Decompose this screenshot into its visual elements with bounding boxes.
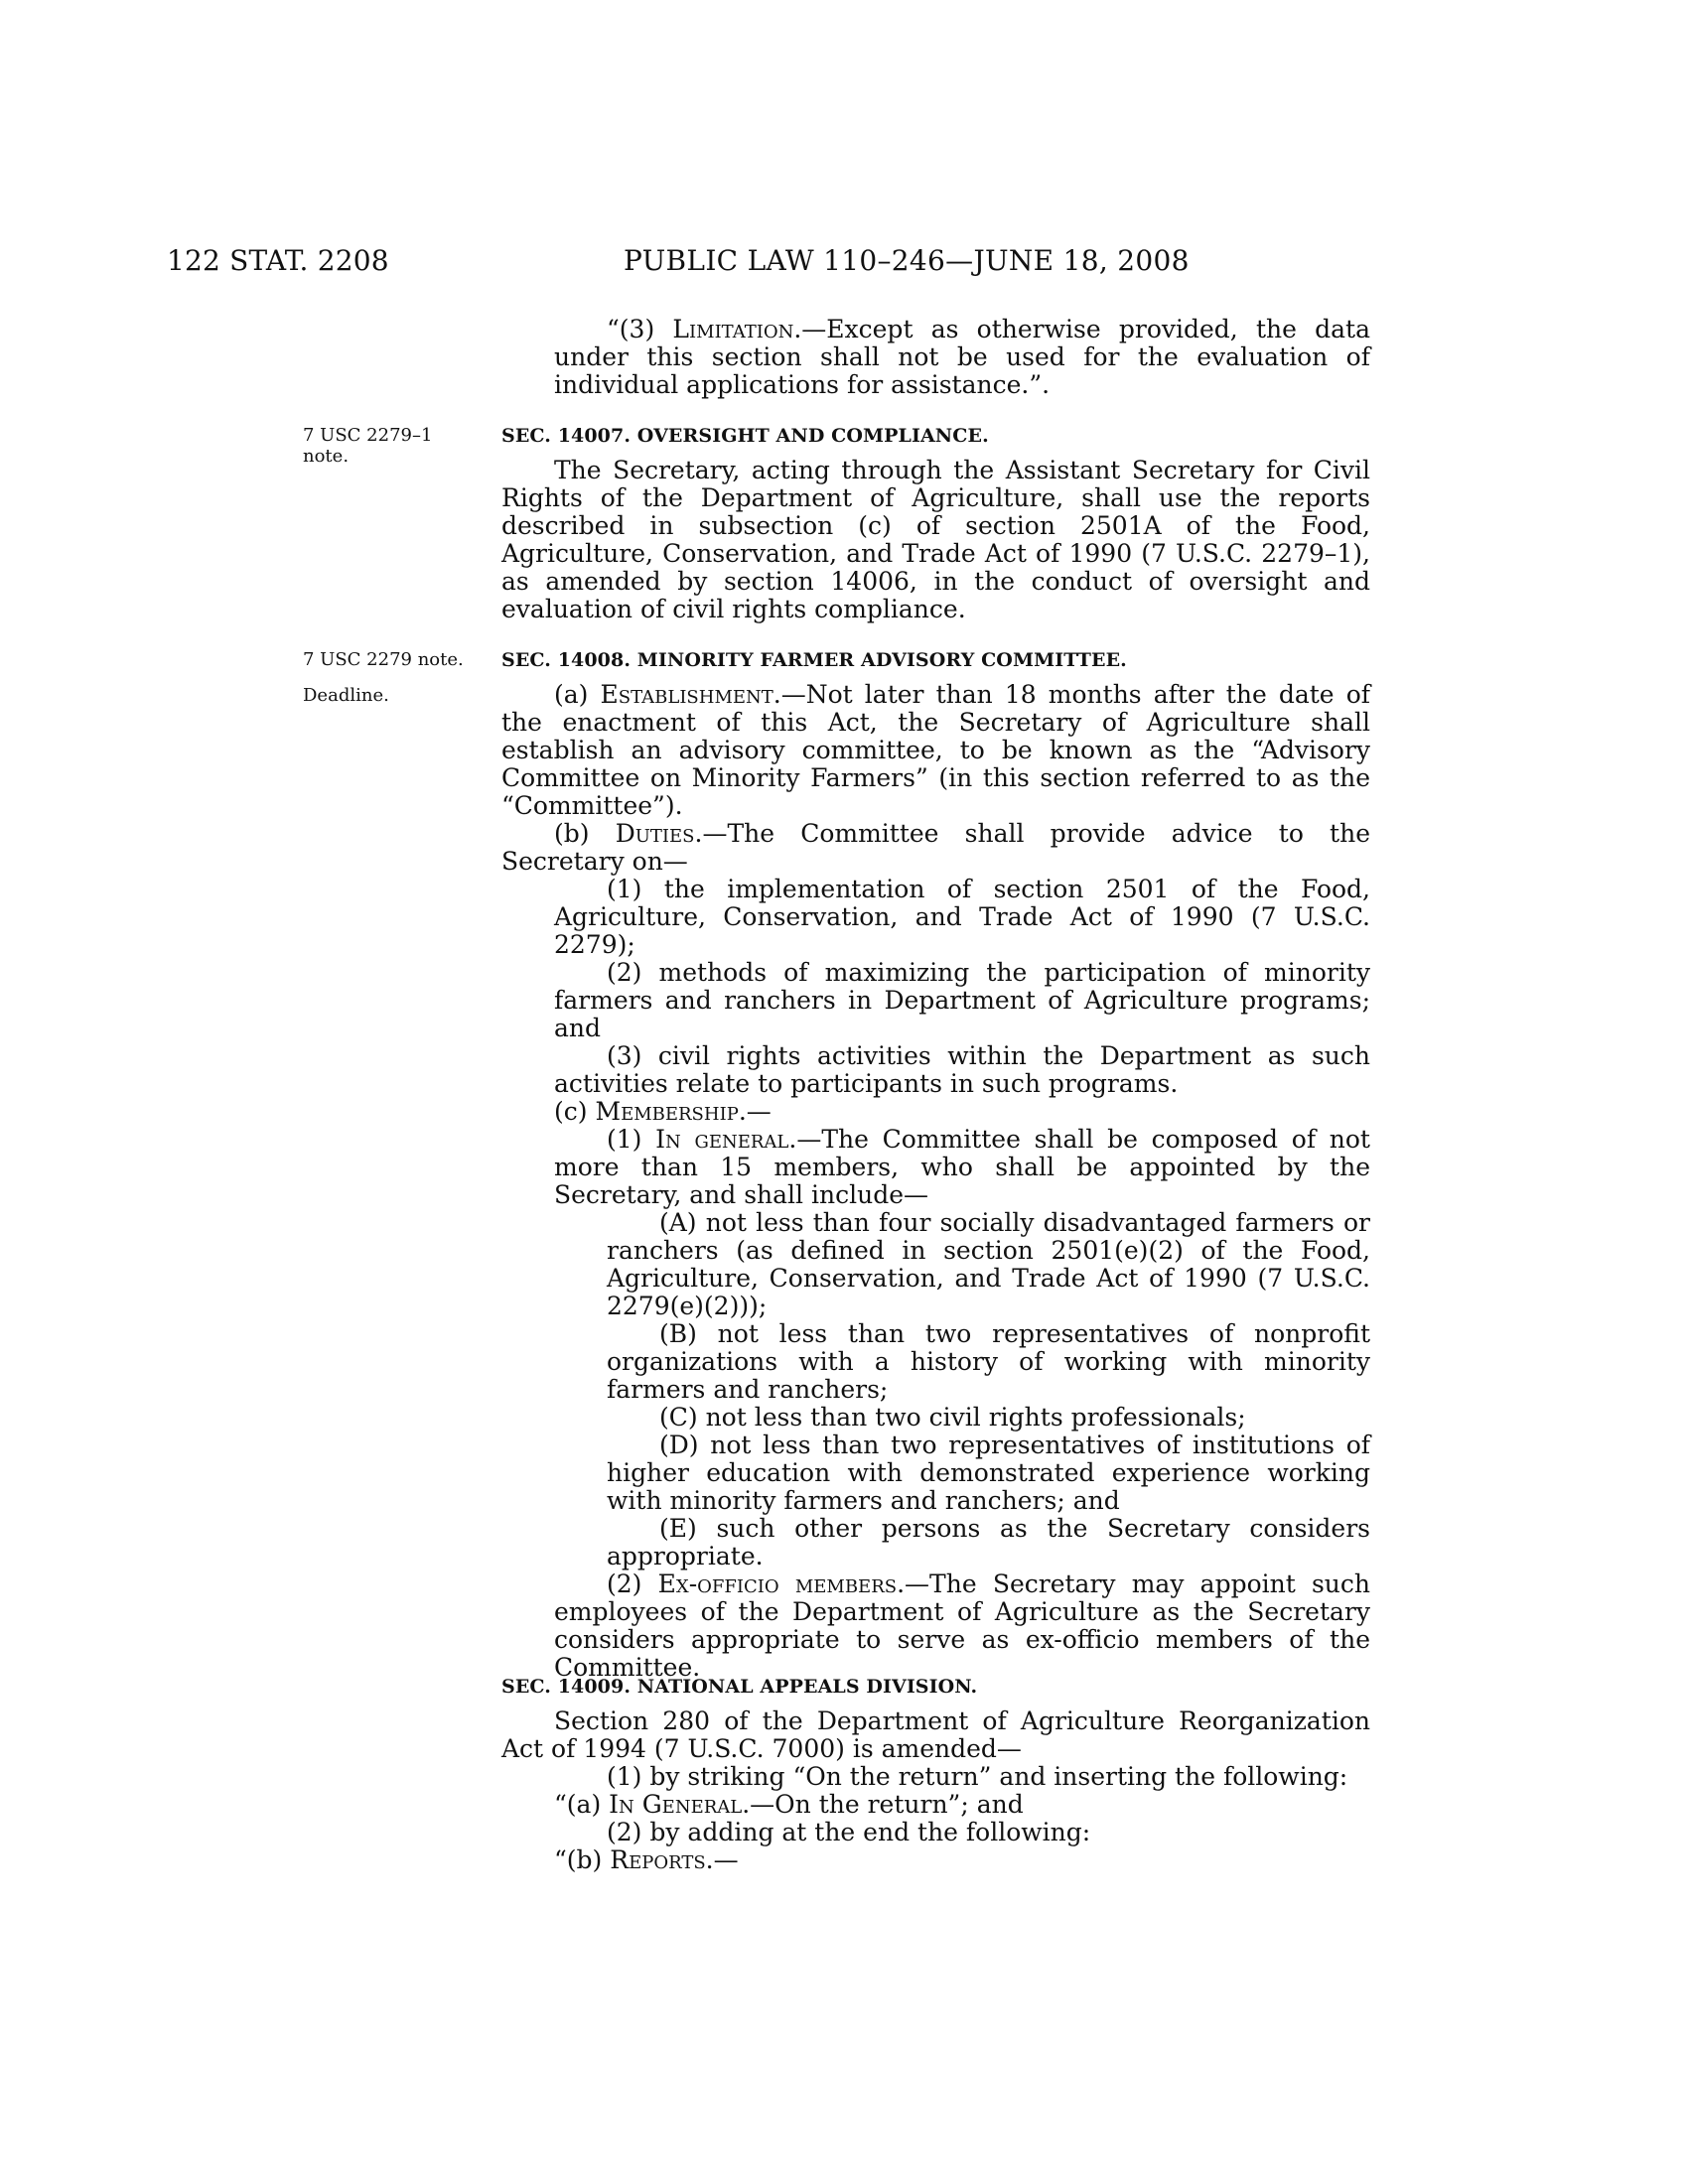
membership-item-a: (A) not less than four socially disadvantaged farmers or ranchers (as defined in section 2501(e)(2) of the Food, Agriculture, Conservation, and Trade Act of 1990 (7 U.S.C. 2279(e)(2)));	[607, 1208, 1370, 1320]
amendment-item-1-continuation: “(a) In General.—On the return”; and	[554, 1790, 1024, 1819]
amendment-item-2: (2) by adding at the end the following:	[607, 1818, 1091, 1846]
subsection-a-establishment: (a) Establishment.—Not later than 18 months after the date of the enactment of this Act, the Secretary of Agriculture shall establish an advisory committee, to be known as the “Advisory Committee on Minority Farmers” (in this section referred to as the “Committee”).	[501, 680, 1371, 820]
amendment-reports-heading: “(b) Reports.—	[554, 1845, 739, 1874]
running-head-title: PUBLIC LAW 110–246—JUNE 18, 2008	[624, 244, 1190, 277]
membership-item-d: (D) not less than two representatives of institutions of higher education with demonstrated experience working with minority farmers and ranchers; and	[607, 1431, 1370, 1515]
section-14009-intro: Section 280 of the Department of Agriculture Reorganization Act of 1994 (7 U.S.C. 7000) is amended—	[501, 1706, 1370, 1763]
stat-page-number: 122 STAT. 2208	[167, 244, 389, 277]
membership-item-1: (1) In general.—The Committee shall be composed of not more than 15 members, who shall be appointed by the Secretary, and shall include—	[554, 1125, 1370, 1209]
section-14009-body	[501, 1707, 1370, 1874]
margin-note-deadline: Deadline.	[303, 685, 389, 706]
section-14008-heading: SEC. 14008. MINORITY FARMER ADVISORY COMMITTEE.	[501, 649, 1127, 671]
membership-item-e: (E) such other persons as the Secretary considers appropriate.	[607, 1514, 1370, 1570]
section-14009-heading: SEC. 14009. NATIONAL APPEALS DIVISION.	[501, 1676, 978, 1698]
amendment-item-1: (1) by striking “On the return” and inserting the following:	[607, 1762, 1348, 1791]
section-14007-heading: SEC. 14007. OVERSIGHT AND COMPLIANCE.	[501, 425, 989, 447]
membership-item-b: (B) not less than two representatives of nonprofit organizations with a history of working with minority farmers and ranchers;	[607, 1319, 1370, 1404]
membership-item-2: (2) Ex-officio members.—The Secretary may appoint such employees of the Department of Agriculture as the Secretary considers appropriate to serve as ex-officio members of the Committee.	[554, 1570, 1371, 1682]
subsection-b-duties: (b) Duties.—The Committee shall provide advice to the Secretary on—	[501, 819, 1370, 876]
page-header	[0, 244, 1688, 284]
subsection-c-membership: (c) Membership.—	[554, 1097, 772, 1126]
section-14007-body	[501, 457, 1370, 623]
margin-note-usc-2279: 7 USC 2279 note.	[303, 649, 464, 670]
duties-item-3: (3) civil rights activities within the Department as such activities relate to participants in such programs.	[554, 1041, 1370, 1098]
duties-item-1: (1) the implementation of section 2501 of the Food, Agriculture, Conservation, and Trade Act of 1990 (7 U.S.C. 2279);	[554, 875, 1370, 959]
section-14008-body	[501, 681, 1370, 1682]
duties-item-2: (2) methods of maximizing the participation of minority farmers and ranchers in Department of Agriculture programs; and	[554, 958, 1370, 1042]
limitation-paragraph: “(3) Limitation.—Except as otherwise provided, the data under this section shall not be used for the evaluation of individual applications for assistance.”.	[554, 315, 1370, 399]
limitation-block	[501, 316, 1370, 399]
margin-note-usc-2279-1: 7 USC 2279–1 note.	[303, 425, 433, 467]
membership-item-c: (C) not less than two civil rights professionals;	[659, 1403, 1246, 1432]
section-14007-text: The Secretary, acting through the Assistant Secretary for Civil Rights of the Department of Agriculture, shall use the reports described in subsection (c) of section 2501A of the Food, Agriculture, Conservation, and Trade Act of 1990 (7 U.S.C. 2279–1), as amended by section 14006, in the conduct of oversight and evaluation of civil rights compliance.	[501, 456, 1370, 623]
